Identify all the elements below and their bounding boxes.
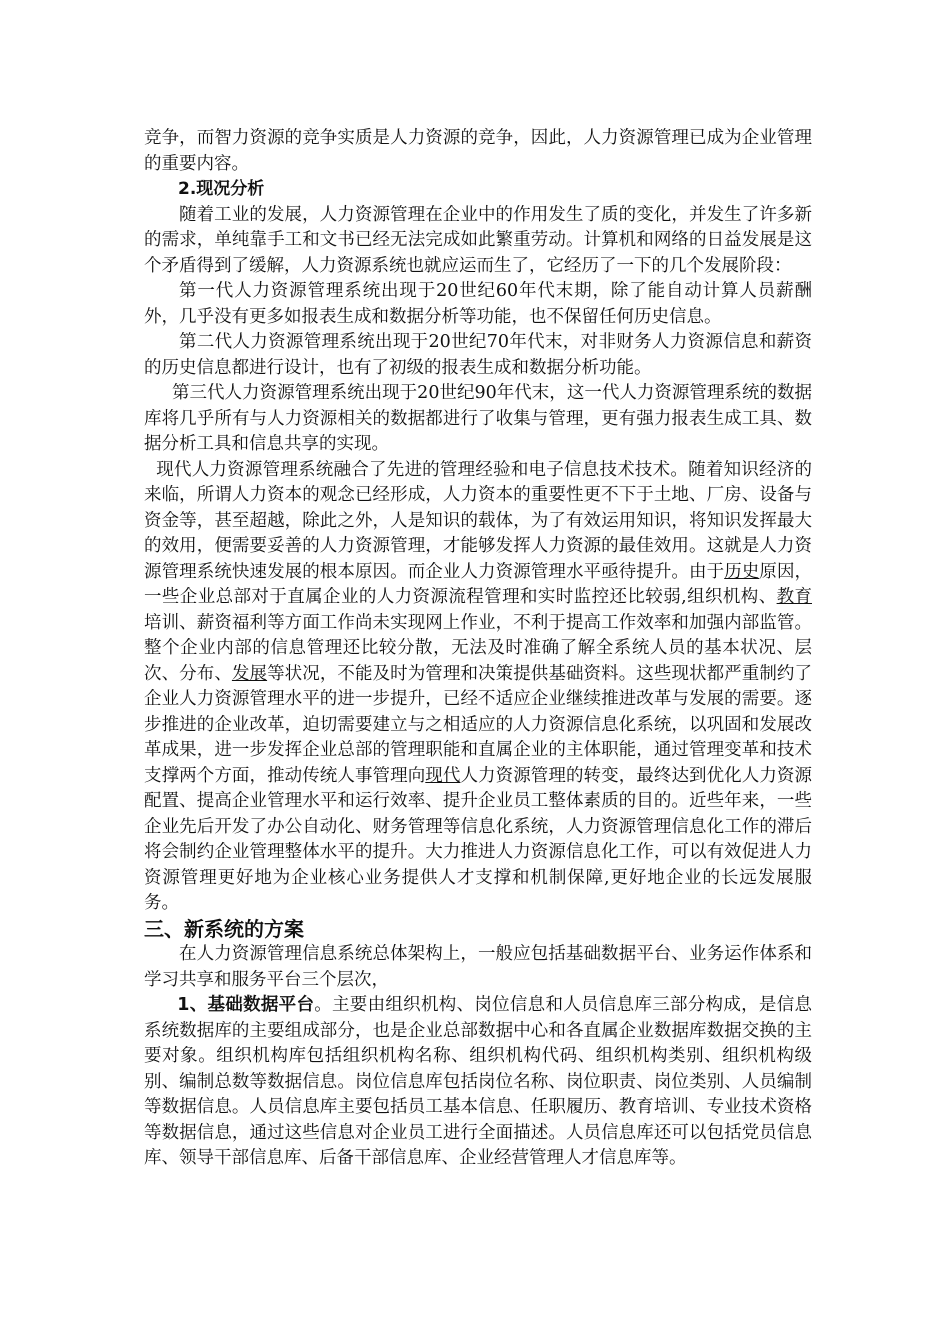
paragraph-first-generation: 第一代人力资源管理系统出现于20世纪60年代末期，除了能自动计算人员薪酬外，几乎没有更多如报表生成和数据分析等功能，也不保留任何历史信息。 — [144, 281, 812, 327]
paragraph-intro: 竞争，而智力资源的竞争实质是人力资源的竞争，因此，人力资源管理已成为企业管理的重要内容。 — [144, 128, 812, 174]
document-body — [144, 126, 812, 1172]
basic-data-platform-text: 。主要由组织机构、岗位信息和人员信息库三部分构成，是信息系统数据库的主要组成部分，也是企业总部数据中心和各直属企业数据库数据交换的主要对象。组织机构库包括组织机构名称、组织机构代码、组织机构类别、组织机构级别、编制总数等数据信息。岗位信息库包括岗位名称、岗位职责、岗位类别、人员编制等数据信息。人员信息库主要包括员工基本信息、任职履历、教育培训、专业技术资格等数据信息，通过这些信息对企业员工进行全面描述。人员信息库还可以包括党员信息库、领导干部信息库、后备干部信息库、企业经营管理人才信息库等。 — [144, 995, 812, 1168]
paragraph-second-generation: 第二代人力资源管理系统出现于20世纪70年代末，对非财务人力资源信息和薪资的历史信息都进行设计，也有了初级的报表生成和数据分析功能。 — [144, 332, 812, 378]
link-modern[interactable]: 现代 — [425, 765, 461, 786]
heading-status-analysis: 2.现况分析 — [178, 179, 265, 199]
paragraph-development: 随着工业的发展，人力资源管理在企业中的作用发生了质的变化，并发生了许多新的需求，单纯靠手工和文书已经无法完成如此繁重劳动。计算机和网络的日益发展是这个矛盾得到了缓解，人力资源系统也就应运而生了，它经历了一下的几个发展阶段： — [144, 204, 812, 276]
paragraph-modern-system — [144, 458, 812, 917]
link-development[interactable]: 发展 — [231, 663, 268, 684]
link-education[interactable]: 教育 — [776, 587, 812, 607]
paragraph-third-generation: 第三代人力资源管理系统出现于20世纪90年代末，这一代人力资源管理系统的数据库将几乎所有与人力资源相关的数据都进行了收集与管理，更有强力报表生成工具、数据分析工具和信息共享的实现。 — [144, 383, 812, 454]
modern-text-1: 现代人力资源管理系统融合了先进的管理经验和电子信息技术技术。随着知识经济的来临，所谓人力资本的观念已经形成，人力资本的重要性更不下于土地、厂房、设备与资金等，甚至超越，除此之外，人是知识的载体，为了有效运用知识，将知识发挥最大的效用，便需要妥善的人力资源管理，才能够发挥人力资源的最佳效用。这就是人力资源管理系统快速发展的根本原因。而企业人力资源管理水平亟待提升。由于 — [144, 459, 812, 582]
link-history[interactable]: 历史 — [724, 561, 760, 582]
modern-text-4: 等状况，不能及时为管理和决策提供基础资料。这些现状都严重制约了企业人力资源管理水平的进一步提升，已经不适应企业继续推进改革与发展的需要。逐步推进的企业改革，迫切需要建立与之相适应的人力资源信息化系统，以巩固和发展改革成果，进一步发挥企业总部的管理职能和直属企业的主体职能，通过管理变革和技术支撑两个方面，推动传统人事管理向 — [144, 663, 813, 786]
basic-data-platform-title: 1、基础数据平台 — [177, 995, 315, 1015]
paragraph-architecture: 在人力资源管理信息系统总体架构上，一般应包括基础数据平台、业务运作体系和学习共享和服务平台三个层次， — [144, 944, 812, 990]
heading-new-system-plan: 三、新系统的方案 — [144, 916, 304, 941]
modern-text-2: 原因，一些企业总部对于直属企业的人力资源流程管理和实时监控还比较弱,组织机构、 — [144, 561, 813, 607]
paragraph-basic-data-platform — [144, 993, 812, 1172]
modern-text-5: 人力资源管理的转变，最终达到优化人力资源配置、提高企业管理水平和运行效率、提升企业员工整体素质的目的。近些年来，一些企业先后开发了办公自动化、财务管理等信息化系统，人力资源管理信息化工作的滞后将会制约企业管理整体水平的提升。大力推进人力资源信息化工作，可以有效促进人力资源管理更好地为企业核心业务提供人才支撑和机制保障,更好地企业的长远发展服务。 — [144, 765, 813, 913]
modern-text-3: 培训、薪资福利等方面工作尚未实现网上作业，不利于提高工作效率和加强内部监管。整个企业内部的信息管理还比较分散，无法及时准确了解全系统人员的基本状况、层次、分布、 — [144, 612, 812, 684]
